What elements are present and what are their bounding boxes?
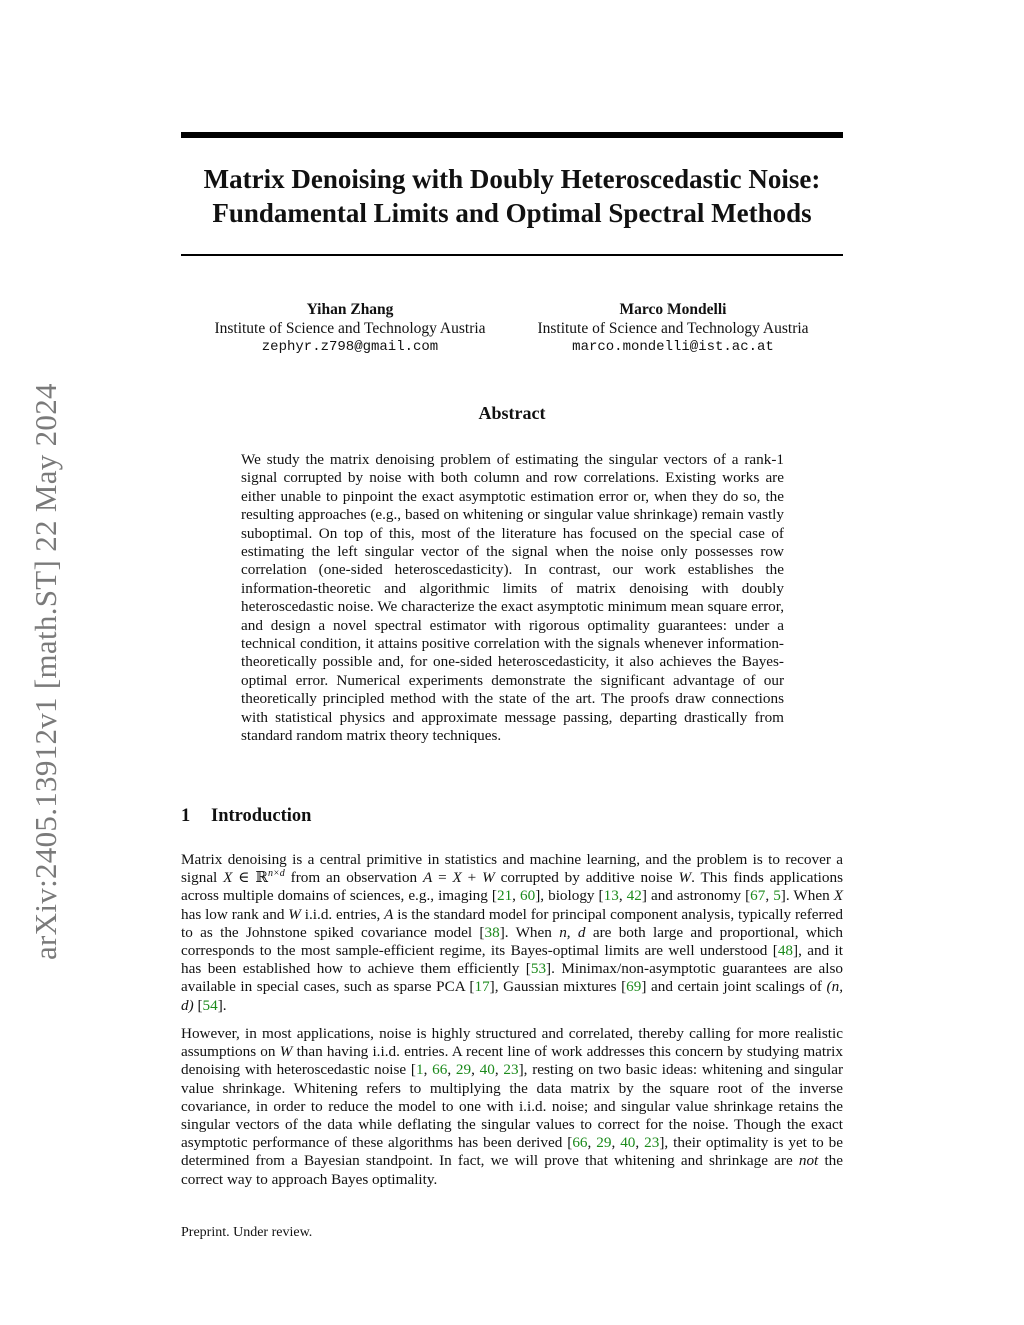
citation-link[interactable]: 54 (202, 996, 218, 1014)
intro-paragraph-2: However, in most applications, noise is highly structured and correlated, thereby calling for more realistic assumptions on W than having i.i.d. entries. A recent line of work addresses this concern by studying matrix denoising with heteroscedastic noise [1, 66, 29, 40, 23], resting on two basic ideas: whitening and singular value shrinkage. Whitening refers to multiplying the data matrix by the square root of the inverse covariance, in order to reduce the model to one with i.i.d. noise; and singular value shrinkage retains the singular vectors of the data while deflating the singular values to correct for the noise. Though the exact asymptotic performance of these algorithms has been derived [66, 29, 40, 23], their optimality is yet to be determined from a Bayesian standpoint. In fact, we will prove that whitening and shrinkage are not the correct way to approach Bayes optimality. (181, 1025, 844, 1188)
citation-link[interactable]: 60 (520, 887, 536, 905)
math-inline: W (279, 1043, 293, 1061)
author-email[interactable]: zephyr.z798@gmail.com (261, 339, 439, 355)
title-rule-bottom (181, 254, 843, 256)
section-number: 1 (181, 806, 191, 826)
footer-note: Preprint. Under review. (181, 1225, 313, 1240)
citation-link[interactable]: 13 (603, 887, 619, 905)
title-line-1: Matrix Denoising with Doubly Heteroscedastic Noise: (203, 164, 821, 194)
citation-link[interactable]: 48 (777, 942, 794, 960)
math-inline: n, d (559, 923, 586, 941)
citation-link[interactable]: 67 (750, 887, 766, 905)
citation-link[interactable]: 5 (773, 887, 781, 905)
abstract-text: We study the matrix denoising problem of estimating the singular vectors of a rank-1 signal corrupted by noise with both column and row correlations. Existing works are either unable to pinpoint the exact asymptotic estimation error or, when they do so, the resulting approaches (e.g., based on whitening or singular value shrinkage) remain vastly suboptimal. On top of this, most of the literature has focused on the special case of estimating the left singular vector of the signal when the noise only possesses row correlation (one-sided heteroscedasticity). In contrast, our work establishes the information-theoretic and algorithmic limits of matrix denoising with doubly heteroscedastic noise. We characterize the exact asymptotic minimum mean square error, and design a novel spectral estimator with rigorous optimality guarantees: under a technical condition, it attains positive correlation with the signals whenever information-theoretically possible and, for one-sided heteroscedasticity, it also achieves the Bayes-optimal error. Numerical experiments demonstrate the significant advantage of our theoretically principled method with the state of the art. The proofs draw connections with statistical physics and approximate message passing, departing drastically from standard random matrix theory techniques. (241, 451, 784, 745)
citation-link[interactable]: 17 (474, 978, 490, 996)
citation-link[interactable]: 66 (432, 1061, 448, 1079)
math-inline: X ∈ ℝ$^{n\times d}$ (223, 868, 285, 887)
math-inline: A = X + W (422, 869, 495, 887)
arxiv-identifier[interactable]: arXiv:2405.13912v1 [math.ST] 22 May 2024 (28, 383, 63, 960)
abstract-heading: Abstract (478, 403, 546, 423)
intro-paragraph-1: Matrix denoising is a central primitive in statistics and machine learning, and the problem is to recover a signal X ∈ ℝ$^{n\times d}$ from an observation A = X + W corrupted by additive noise W. This finds applications across multiple domains of sciences, e.g., imaging [21, 60], biology [13, 42] and astronomy [67, 5]. When X has low rank and W i.i.d. entries, A is the standard model for principal component analysis, typically referred to as the Johnstone spiked covariance model [38]. When n, d are both large and proportional, which corresponds to the most sample-efficient regime, its Bayes-optimal limits are well understood [48], and it has been established how to achieve them efficiently [53]. Minimax/non-asymptotic guarantees are also available in special cases, such as sparse PCA [17], Gaussian mixtures [69] and certain joint scalings of (n, d) [54]. (181, 851, 843, 1014)
author-affiliation: Institute of Science and Technology Austria (537, 320, 809, 337)
citation-link[interactable]: 29 (596, 1134, 612, 1152)
citation-link[interactable]: 38 (484, 923, 500, 941)
citation-link[interactable]: 1 (415, 1061, 424, 1079)
title-rule-top (181, 132, 843, 138)
paper-title (181, 162, 843, 230)
citation-link[interactable]: 66 (572, 1134, 588, 1152)
citation-link[interactable]: 23 (503, 1061, 519, 1079)
author-affiliation: Institute of Science and Technology Austria (214, 320, 486, 337)
math-inline: (n, d) (181, 978, 843, 1014)
section-heading-introduction (181, 806, 311, 827)
citation-link[interactable]: 69 (626, 978, 642, 996)
math-inline: W (288, 905, 301, 923)
author-block-2 (518, 300, 828, 357)
citation-link[interactable]: 40 (479, 1061, 495, 1079)
author-email[interactable]: marco.mondelli@ist.ac.at (572, 339, 774, 355)
emphasis: not (798, 1152, 819, 1170)
citation-link[interactable]: 40 (620, 1134, 636, 1152)
author-name: Yihan Zhang (306, 301, 394, 318)
section-title: Introduction (211, 806, 312, 826)
math-inline: X (833, 887, 843, 905)
citation-link[interactable]: 53 (530, 960, 547, 978)
citation-link[interactable]: 23 (644, 1134, 660, 1152)
math-inline: A (384, 905, 394, 923)
author-block-1 (190, 300, 510, 357)
citation-link[interactable]: 42 (626, 887, 642, 905)
author-name: Marco Mondelli (619, 301, 727, 318)
citation-link[interactable]: 29 (455, 1061, 472, 1079)
math-inline: W (678, 869, 692, 887)
citation-link[interactable]: 21 (496, 887, 513, 905)
title-line-2: Fundamental Limits and Optimal Spectral Methods (212, 198, 812, 228)
